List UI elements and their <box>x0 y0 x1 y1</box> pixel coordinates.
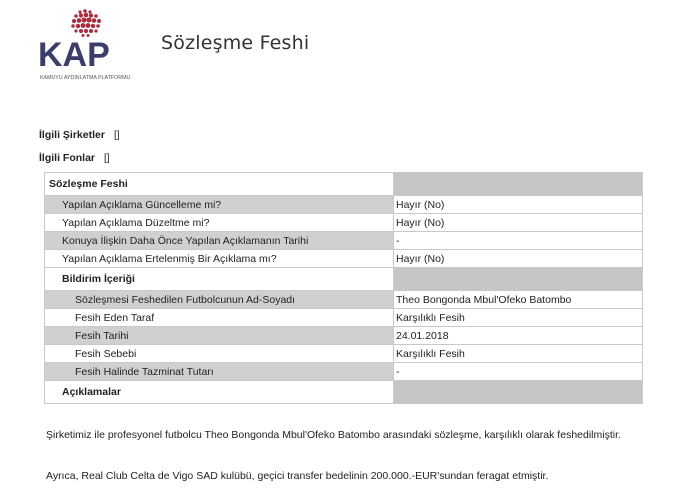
kap-logo <box>36 6 146 86</box>
content-section-row <box>45 268 643 291</box>
table-row <box>45 327 643 345</box>
explanation-paragraph: Şirketimiz ile profesyonel futbolcu Theo Bongonda Mbul'Ofeko Batombo arasındaki sözleşme, karşılıklı olarak feshedilmiştir. <box>46 429 621 441</box>
row-label: Konuya İlişkin Daha Önce Yapılan Açıklamanın Tarihi <box>62 234 309 247</box>
row-value: Theo Bongonda Mbul'Ofeko Batombo <box>396 293 572 306</box>
related-companies-label: İlgili Şirketler <box>39 129 105 141</box>
table-row <box>45 214 643 232</box>
row-value: - <box>396 234 400 247</box>
related-companies-value: [] <box>113 130 120 141</box>
row-value: Karşılıklı Fesih <box>396 311 465 324</box>
related-companies <box>39 129 120 141</box>
table-header-title: Sözleşme Feshi <box>49 178 128 190</box>
content-section-title: Bildirim İçeriği <box>62 273 135 285</box>
row-label: Fesih Sebebi <box>75 347 137 360</box>
row-label: Yapılan Açıklama Ertelenmiş Bir Açıklama mı? <box>62 252 277 265</box>
notes-section-row <box>45 381 643 404</box>
table-row <box>45 363 643 381</box>
related-funds-label: İlgili Fonlar <box>39 152 96 164</box>
page-title: Sözleşme Feshi <box>161 32 310 54</box>
table-header-row <box>45 173 643 196</box>
row-value: Hayır (No) <box>396 252 445 265</box>
notes-section-title: Açıklamalar <box>62 386 121 398</box>
related-funds <box>39 152 110 164</box>
logo-subtitle: KAMUYU AYDINLATMA PLATFORMU <box>40 75 131 81</box>
row-value: Karşılıklı Fesih <box>396 347 465 360</box>
explanation-paragraph: Ayrıca, Real Club Celta de Vigo SAD kulübü, geçici transfer bedelinin 200.000.-EUR'sundan feragat etmiştir. <box>46 470 549 482</box>
row-value: Hayır (No) <box>396 198 445 211</box>
row-value: Hayır (No) <box>396 216 445 229</box>
row-label: Fesih Eden Taraf <box>75 311 155 324</box>
row-label: Fesih Tarihi <box>75 329 129 342</box>
disclosure-table <box>44 172 643 404</box>
row-label: Yapılan Açıklama Güncelleme mi? <box>62 198 222 211</box>
row-value: - <box>396 365 400 378</box>
globe-dots-icon <box>71 9 101 37</box>
table-row <box>45 309 643 327</box>
row-value: 24.01.2018 <box>396 329 449 342</box>
row-label: Fesih Halinde Tazminat Tutarı <box>75 365 214 378</box>
row-label: Sözleşmesi Feshedilen Futbolcunun Ad-Soyadı <box>75 293 296 306</box>
table-row <box>45 250 643 268</box>
table-row <box>45 345 643 363</box>
table-row <box>45 196 643 214</box>
table-row <box>45 291 643 309</box>
row-label: Yapılan Açıklama Düzeltme mi? <box>62 216 210 229</box>
logo-text: KAP <box>38 36 110 74</box>
table-row <box>45 232 643 250</box>
related-funds-value: [] <box>104 153 110 164</box>
